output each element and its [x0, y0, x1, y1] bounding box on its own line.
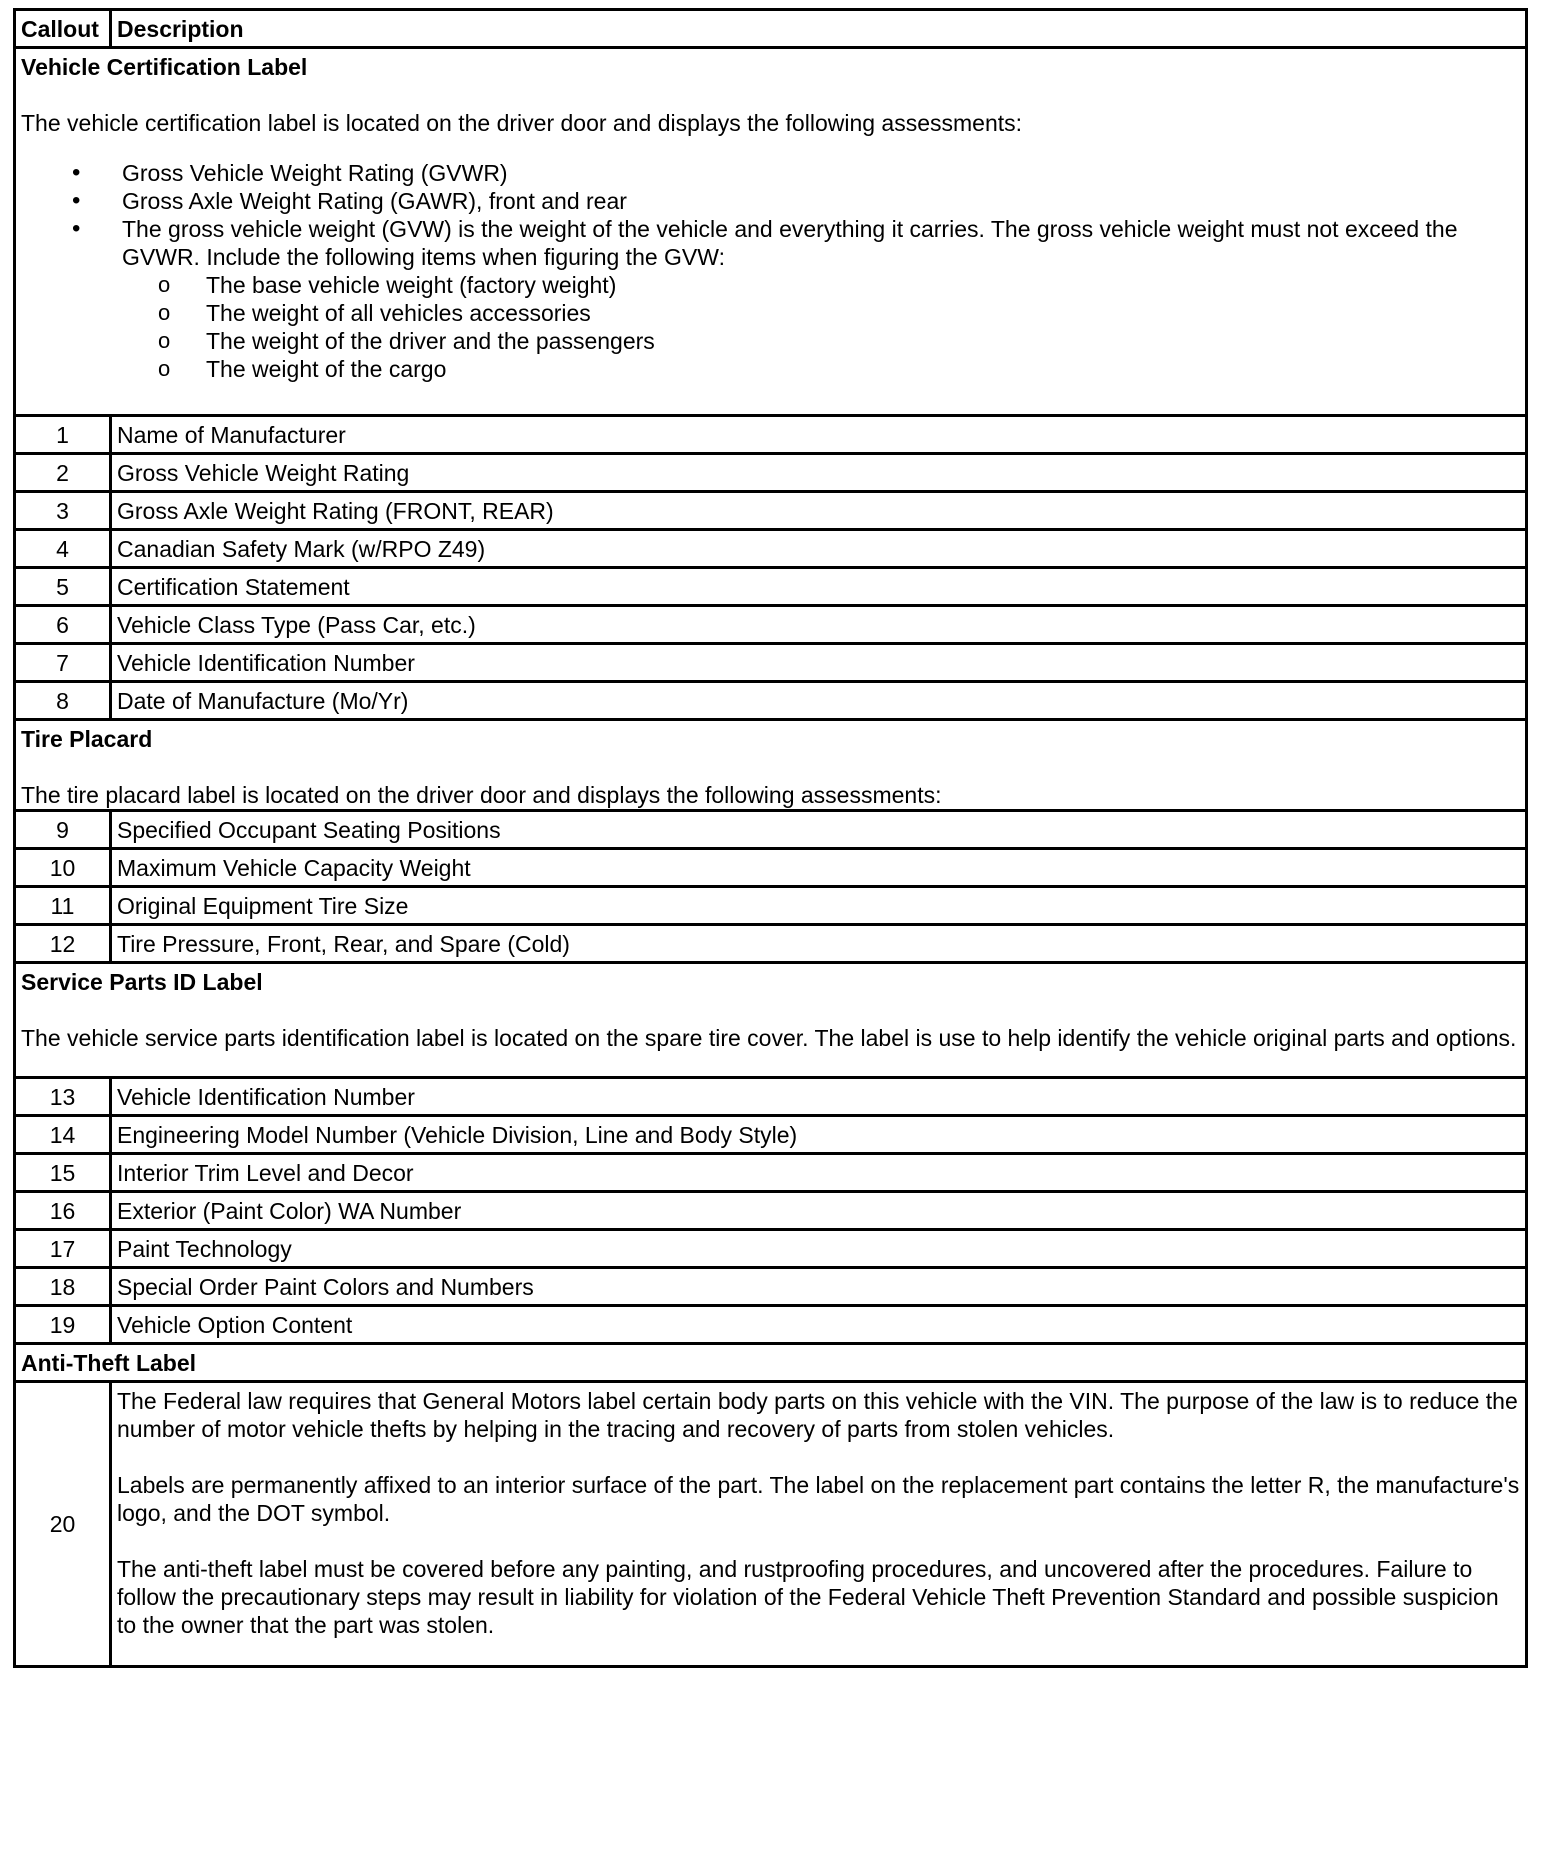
section-anti-theft — [15, 1344, 1527, 1382]
bullet-item-text: The gross vehicle weight (GVW) is the weight of the vehicle and everything it carries. The gross vehicle weight must not exceed the GVWR. Include the following items when figuring the GVW: — [122, 216, 1458, 270]
table-row — [15, 644, 1527, 682]
callout-description: Name of Manufacturer — [111, 416, 1527, 454]
callout-description: Canadian Safety Mark (w/RPO Z49) — [111, 530, 1527, 568]
section-tire-placard — [15, 720, 1527, 811]
bullet-item: • Gross Vehicle Weight Rating (GVWR) — [122, 159, 1520, 187]
callout-number: 16 — [15, 1192, 111, 1230]
callout-number: 6 — [15, 606, 111, 644]
section-vehicle-certification-cell — [15, 48, 1527, 416]
callout-description: Specified Occupant Seating Positions — [111, 811, 1527, 849]
table-header-row — [15, 10, 1527, 48]
callout-description: Vehicle Class Type (Pass Car, etc.) — [111, 606, 1527, 644]
callout-number: 11 — [15, 887, 111, 925]
table-row — [15, 454, 1527, 492]
table-row — [15, 849, 1527, 887]
sub-bullet-item: o The weight of the cargo — [206, 355, 1520, 383]
callout-number: 12 — [15, 925, 111, 963]
callout-number: 20 — [15, 1382, 111, 1667]
section-intro: The vehicle certification label is located on the driver door and displays the following assessments: — [21, 110, 1023, 136]
table-row — [15, 925, 1527, 963]
section-service-parts — [15, 963, 1527, 1078]
section-title: Service Parts ID Label — [21, 969, 263, 995]
section-title: Anti-Theft Label — [15, 1344, 1527, 1382]
callout-number: 17 — [15, 1230, 111, 1268]
callout-description: Interior Trim Level and Decor — [111, 1154, 1527, 1192]
callout-number: 4 — [15, 530, 111, 568]
table-row — [15, 1154, 1527, 1192]
section-tire-placard-cell — [15, 720, 1527, 811]
section-intro: The tire placard label is located on the driver door and displays the following assessments: — [21, 782, 942, 808]
section-service-parts-cell — [15, 963, 1527, 1078]
table-row — [15, 606, 1527, 644]
callout-number: 3 — [15, 492, 111, 530]
callout-number: 1 — [15, 416, 111, 454]
callout-description: Paint Technology — [111, 1230, 1527, 1268]
callout-description: Gross Axle Weight Rating (FRONT, REAR) — [111, 492, 1527, 530]
callout-number: 10 — [15, 849, 111, 887]
callout-description: Date of Manufacture (Mo/Yr) — [111, 682, 1527, 720]
callout-number: 18 — [15, 1268, 111, 1306]
table-row — [15, 1078, 1527, 1116]
anti-theft-paragraph: The anti-theft label must be covered before any painting, and rustproofing procedures, and uncovered after the procedures. Failure to follow the precautionary steps may result in liability for violation of the Federal Vehicle Theft Prevention Standard and possible suspicion to the owner that the part was stolen. — [117, 1556, 1499, 1638]
section-intro: The vehicle service parts identification label is located on the spare tire cover. The label is use to help identify the vehicle original parts and options. — [21, 1025, 1517, 1051]
callout-description: Maximum Vehicle Capacity Weight — [111, 849, 1527, 887]
callout-description: Gross Vehicle Weight Rating — [111, 454, 1527, 492]
table-row — [15, 682, 1527, 720]
anti-theft-paragraph: The Federal law requires that General Motors label certain body parts on this vehicle with the VIN. The purpose of the law is to reduce the number of motor vehicle thefts by helping in the tracing and recovery of parts from stolen vehicles. — [117, 1388, 1518, 1442]
callout-description: Vehicle Option Content — [111, 1306, 1527, 1344]
callout-number: 2 — [15, 454, 111, 492]
table-row — [15, 811, 1527, 849]
table-row — [15, 492, 1527, 530]
sub-bullet-item: o The weight of the driver and the passengers — [206, 327, 1520, 355]
table-row — [15, 530, 1527, 568]
sub-bullet-list — [21, 271, 1520, 383]
anti-theft-paragraph: Labels are permanently affixed to an interior surface of the part. The label on the replacement part contains the letter R, the manufacture's logo, and the DOT symbol. — [117, 1472, 1520, 1526]
section-vehicle-certification — [15, 48, 1527, 416]
callout-number: 7 — [15, 644, 111, 682]
table-row — [15, 1268, 1527, 1306]
bullet-item: • Gross Axle Weight Rating (GAWR), front and rear — [122, 187, 1520, 215]
table-row — [15, 1306, 1527, 1344]
callout-description — [111, 1382, 1527, 1667]
table-row — [15, 887, 1527, 925]
callout-description: Original Equipment Tire Size — [111, 887, 1527, 925]
section-title: Tire Placard — [21, 726, 153, 752]
callout-number: 19 — [15, 1306, 111, 1344]
callout-description: Tire Pressure, Front, Rear, and Spare (Cold) — [111, 925, 1527, 963]
callout-table — [13, 8, 1528, 1668]
callout-number: 5 — [15, 568, 111, 606]
table-row — [15, 1382, 1527, 1667]
table-row — [15, 416, 1527, 454]
table-row — [15, 568, 1527, 606]
callout-number: 9 — [15, 811, 111, 849]
table-row — [15, 1116, 1527, 1154]
callout-number: 15 — [15, 1154, 111, 1192]
bullet-item — [122, 215, 1520, 271]
callout-description: Vehicle Identification Number — [111, 1078, 1527, 1116]
header-description: Description — [111, 10, 1527, 48]
callout-description: Special Order Paint Colors and Numbers — [111, 1268, 1527, 1306]
table-row — [15, 1230, 1527, 1268]
callout-description: Exterior (Paint Color) WA Number — [111, 1192, 1527, 1230]
callout-number: 14 — [15, 1116, 111, 1154]
callout-description: Engineering Model Number (Vehicle Division, Line and Body Style) — [111, 1116, 1527, 1154]
sub-bullet-item: o The weight of all vehicles accessories — [206, 299, 1520, 327]
header-callout: Callout — [15, 10, 111, 48]
callout-description: Vehicle Identification Number — [111, 644, 1527, 682]
callout-description: Certification Statement — [111, 568, 1527, 606]
bullet-list — [21, 159, 1520, 271]
table-row — [15, 1192, 1527, 1230]
callout-number: 8 — [15, 682, 111, 720]
callout-number: 13 — [15, 1078, 111, 1116]
sub-bullet-item: o The base vehicle weight (factory weight) — [206, 271, 1520, 299]
section-title: Vehicle Certification Label — [21, 54, 308, 80]
